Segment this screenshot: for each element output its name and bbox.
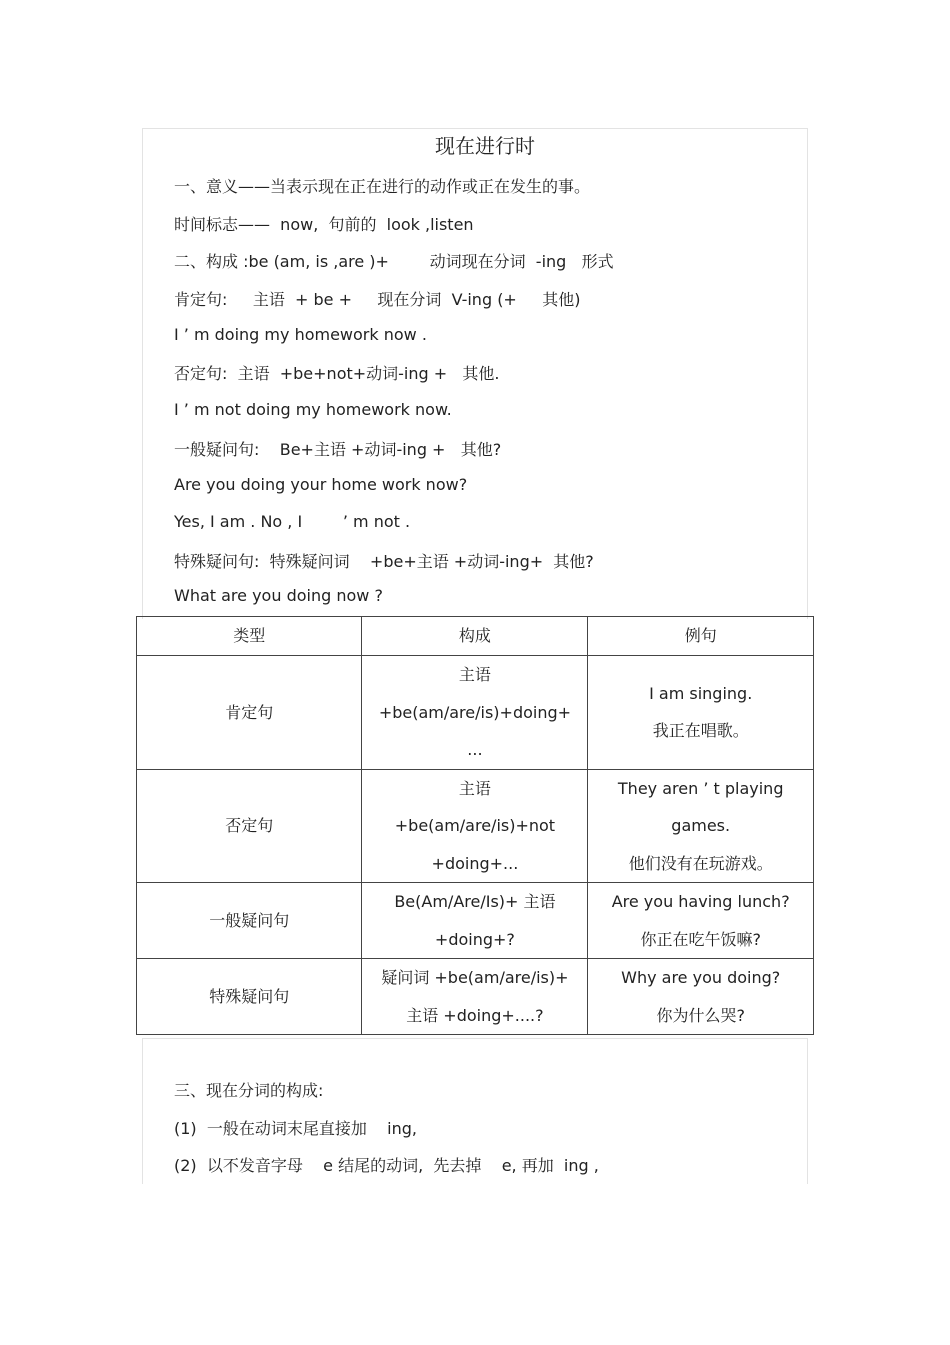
example-line: games. (671, 816, 731, 835)
form-line: +be(am/are/is)+not (394, 816, 556, 835)
row-form (362, 769, 588, 883)
example-line: They aren ’ t playing (617, 778, 784, 798)
section3-rule-2: (2) 以不发音字母 e 结尾的动词, 先去掉 e, 再加 ing , (174, 1156, 599, 1175)
form-line: ... (467, 740, 483, 759)
section3-rule-1: (1) 一般在动词末尾直接加 ing, (174, 1119, 418, 1138)
row-type: 肯定句 (137, 656, 362, 770)
page-title: 现在进行时 (435, 134, 535, 158)
form-line: +be(am/are/is)+doing+ (378, 702, 572, 722)
general-question-rule: 一般疑问句: Be+主语 +动词-ing + 其他? (174, 440, 502, 459)
header-type: 类型 (137, 617, 362, 656)
row-example (588, 959, 814, 1035)
table-row (137, 959, 814, 1035)
row-form (362, 883, 588, 959)
structure-line: 二、构成 :be (am, is ,are )+ 动词现在分词 -ing 形式 (174, 252, 614, 271)
row-example (588, 769, 814, 883)
negative-example: I ’ m not doing my homework now. (174, 400, 452, 419)
row-type: 否定句 (137, 769, 362, 883)
affirmative-example: I ’ m doing my homework now . (174, 325, 427, 344)
row-type: 一般疑问句 (137, 883, 362, 959)
example-line: 他们没有在玩游戏。 (628, 853, 773, 873)
row-form (362, 959, 588, 1035)
header-example: 例句 (588, 617, 814, 656)
negative-rule: 否定句: 主语 +be+not+动词-ing + 其他. (174, 364, 500, 383)
row-type: 特殊疑问句 (137, 959, 362, 1035)
meaning-line: 一、意义——当表示现在正在进行的动作或正在发生的事。 (174, 177, 591, 196)
form-line: 主语 (458, 778, 491, 798)
section3-heading: 三、现在分词的构成: (174, 1081, 324, 1100)
form-line: 主语 (458, 665, 491, 684)
special-question-example: What are you doing now ? (174, 586, 383, 605)
row-example (588, 883, 814, 959)
general-question-example: Are you doing your home work now? (174, 475, 468, 494)
example-line: Why are you doing? (621, 968, 781, 987)
example-line: Are you having lunch? (611, 892, 790, 911)
form-line: +doing+? (434, 929, 515, 949)
table-row (137, 883, 814, 959)
table-row (137, 769, 814, 883)
form-line: Be(Am/Are/Is)+ 主语 (394, 892, 556, 911)
affirmative-rule: 肯定句: 主语 + be + 现在分词 V-ing (+ 其他) (174, 290, 581, 309)
form-line: 主语 +doing+....? (406, 1005, 544, 1025)
form-line: 疑问词 +be(am/are/is)+ (381, 968, 569, 987)
example-line: I am singing. (649, 683, 753, 703)
table-row (137, 656, 814, 770)
row-example (588, 656, 814, 770)
grammar-table (136, 616, 814, 1035)
example-line: 你为什么哭? (656, 1005, 745, 1025)
form-line: +doing+... (431, 853, 519, 873)
general-question-answer: Yes, I am . No , I ’ m not . (174, 512, 411, 531)
row-form (362, 656, 588, 770)
special-question-rule: 特殊疑问句: 特殊疑问词 +be+主语 +动词-ing+ 其他? (174, 552, 594, 571)
time-marker-line: 时间标志—— now, 句前的 look ,listen (174, 215, 474, 234)
example-line: 我正在唱歌。 (652, 721, 749, 741)
table-header-row (137, 617, 814, 656)
example-line: 你正在吃午饭嘛? (640, 929, 761, 949)
header-form: 构成 (362, 617, 588, 656)
